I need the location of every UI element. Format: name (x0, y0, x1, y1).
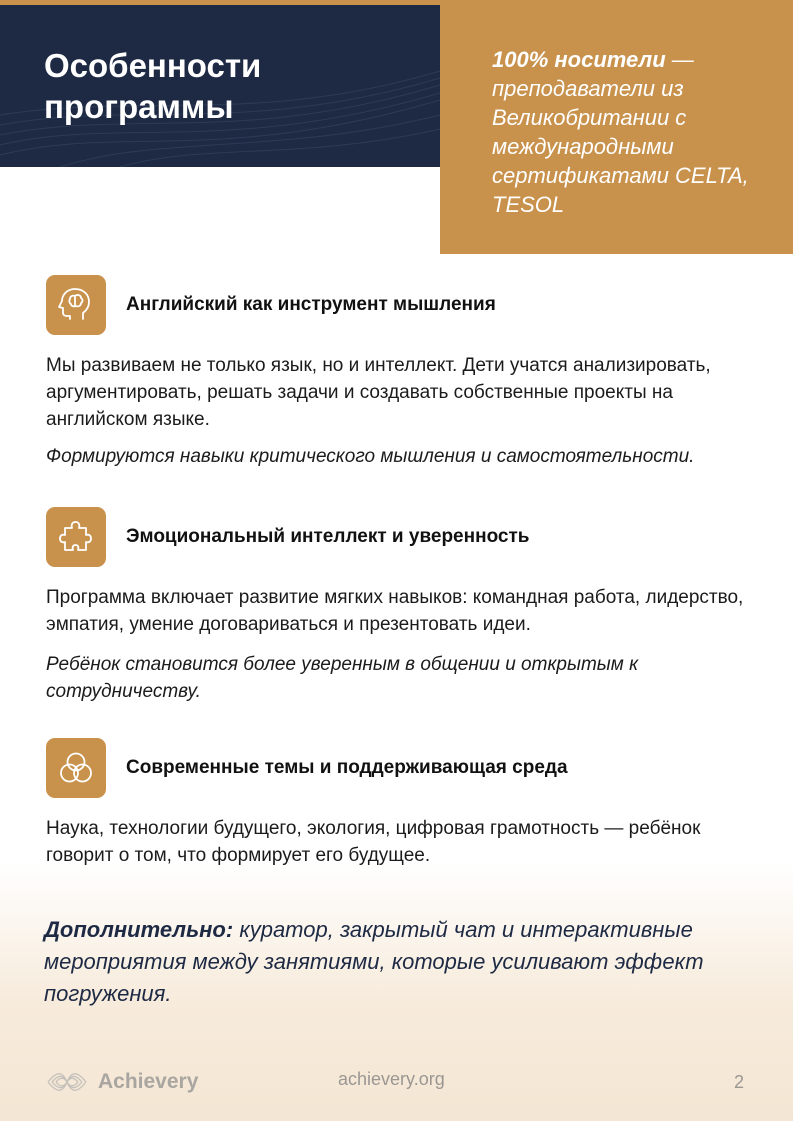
additional-info-text: куратор, закрытый чат и интерактивные мероприятия между занятиями, которые усиливают эффект погружения. (44, 917, 704, 1006)
puzzle-icon (46, 507, 106, 567)
website-link[interactable]: achievery.org (338, 1069, 445, 1089)
callout-text: — преподаватели из Великобритании с международными сертификатами CELTA, TESOL (492, 47, 749, 217)
feature-thinking (46, 275, 746, 470)
footer-logo (44, 1063, 198, 1101)
feature-note: Формируются навыки критического мышления и самостоятельности. (46, 446, 695, 467)
feature-title: Эмоциональный интеллект и уверенность (126, 526, 530, 547)
header-title-panel (0, 5, 440, 167)
feature-description: Наука, технологии будущего, экология, цифровая грамотность — ребёнок говорит о том, что формирует его будущее. (46, 818, 701, 866)
feature-title: Английский как инструмент мышления (126, 294, 496, 315)
achievery-logo-icon (44, 1064, 90, 1100)
feature-description: Мы развиваем не только язык, но и интеллект. Дети учатся анализировать, аргументировать, решать задачи и создавать собственные проекты на английском языке. (46, 355, 711, 430)
additional-info-label: Дополнительно: (44, 917, 234, 942)
brain-head-icon (46, 275, 106, 335)
brand-name: Achievery (98, 1070, 199, 1093)
circles-icon (46, 738, 106, 798)
feature-note: Ребёнок становится более уверенным в общении и открытым к сотрудничеству. (46, 654, 639, 702)
feature-emotional-intelligence (46, 507, 746, 705)
page-title: Особенности программы (44, 47, 262, 125)
page-number: 2 (734, 1072, 745, 1092)
feature-title: Современные темы и поддерживающая среда (126, 757, 568, 778)
feature-description: Программа включает развитие мягких навыков: командная работа, лидерство, эмпатия, умение договариваться и презентовать идеи. (46, 587, 744, 635)
native-speakers-callout (440, 5, 793, 254)
callout-bold: 100% носители (492, 47, 666, 72)
additional-info (44, 914, 744, 1010)
feature-modern-topics (46, 738, 746, 869)
